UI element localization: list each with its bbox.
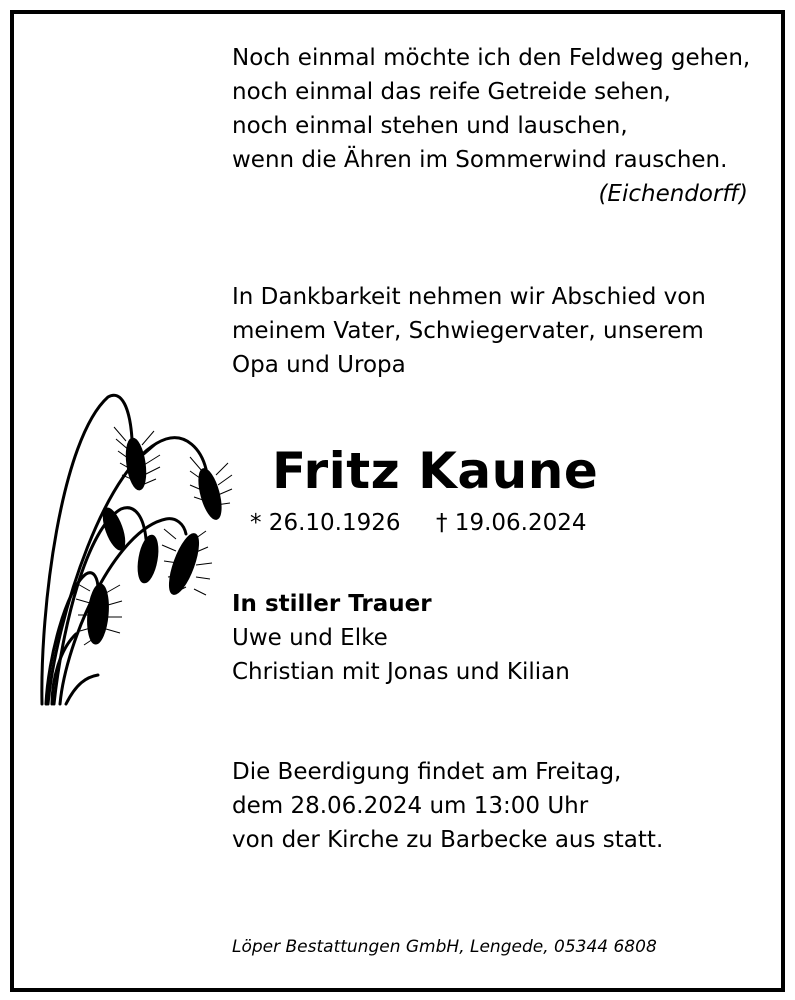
deceased-name: Fritz Kaune: [272, 442, 599, 500]
funeral-info: [232, 755, 663, 857]
funeral-home-footer: Löper Bestattungen GmbH, Lengede, 05344 6808: [232, 937, 657, 957]
intro-line: Opa und Uropa: [232, 352, 406, 378]
mourners: [232, 587, 570, 689]
intro-line: meinem Vater, Schwiegervater, unserem: [232, 318, 704, 344]
obituary-notice: [10, 10, 785, 992]
birth-date: * 26.10.1926: [250, 510, 401, 536]
poem-line: wenn die Ähren im Sommerwind rauschen.: [232, 147, 728, 173]
poem-line: noch einmal stehen und lauschen,: [232, 113, 628, 139]
mourner-name: Uwe und Elke: [232, 625, 388, 651]
poem-attribution: (Eichendorff): [598, 181, 748, 207]
funeral-line: dem 28.06.2024 um 13:00 Uhr: [232, 793, 589, 819]
funeral-line: Die Beerdigung findet am Freitag,: [232, 759, 622, 785]
funeral-line: von der Kirche zu Barbecke aus statt.: [232, 827, 664, 853]
poem: [232, 41, 750, 211]
poem-line: noch einmal das reife Getreide sehen,: [232, 79, 671, 105]
wheat-ears-icon: [26, 379, 236, 709]
mourner-name: Christian mit Jonas und Kilian: [232, 659, 570, 685]
poem-line: Noch einmal möchte ich den Feldweg gehen,: [232, 45, 751, 71]
intro-line: In Dankbarkeit nehmen wir Abschied von: [232, 284, 706, 310]
death-date: † 19.06.2024: [436, 510, 587, 536]
intro-text: [232, 280, 706, 382]
mourners-heading: In stiller Trauer: [232, 591, 432, 617]
